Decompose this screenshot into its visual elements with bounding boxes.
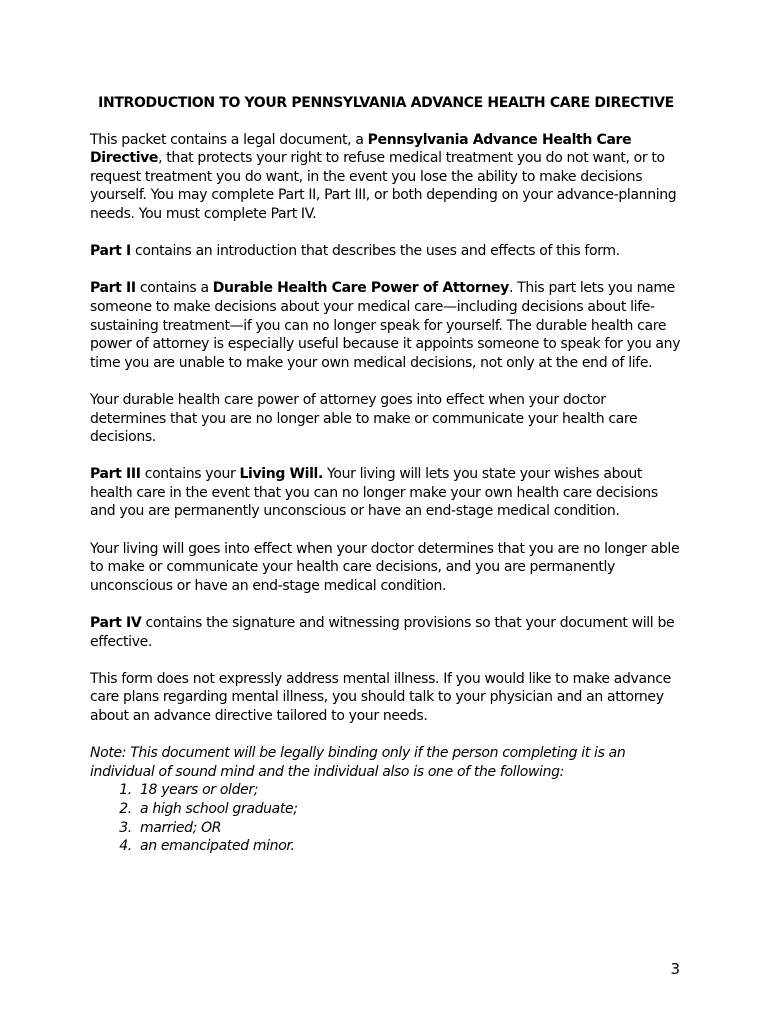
- note-list: [90, 781, 682, 855]
- living-will-effect-paragraph: Your living will goes into effect when your doctor determines that you are no longer able to make or communicate your health care decisions, and you are permanently unconscious or have an end-stage medical condition.: [90, 540, 680, 594]
- list-item: 4. an emancipated minor.: [136, 837, 682, 856]
- part3-label: Part III: [90, 466, 141, 483]
- part1-label: Part I: [90, 243, 131, 260]
- part2-text-1: contains a: [135, 280, 213, 297]
- part4-paragraph: [90, 614, 682, 651]
- list-item: 1. 18 years or older;: [136, 781, 682, 800]
- part2-label: Part II: [90, 280, 136, 297]
- part3-text-2: Your living will lets you state your wishes about health care in the event that you can no longer make your own health care decisions and you are permanently unconscious or have an end-stage medical condition.: [90, 466, 658, 520]
- page-number: 3: [670, 960, 680, 978]
- part2-bold: Durable Health Care Power of Attorney: [212, 280, 509, 297]
- part2-paragraph: [90, 279, 682, 372]
- intro-bold: Pennsylvania Advance Health Care Directive: [90, 131, 632, 167]
- part3-text-1: contains your: [140, 466, 240, 483]
- part4-label: Part IV: [90, 615, 142, 632]
- intro-text-2: , that protects your right to refuse medical treatment you do not want, or to request treatment you do want, in the event you lose the ability to make decisions yourself. You may complete Part II, Part III, or both depending on your advance-planning needs. You must complete Part IV.: [90, 150, 677, 222]
- mental-illness-paragraph: This form does not expressly address mental illness. If you would like to make advance care plans regarding mental illness, you should talk to your physician and an attorney about an advance directive tailored to your needs.: [90, 670, 671, 724]
- document-body: [90, 94, 682, 856]
- part4-text: contains the signature and witnessing provisions so that your document will be effective.: [90, 615, 675, 650]
- intro-paragraph: [90, 131, 682, 224]
- poa-effect-paragraph: Your durable health care power of attorney goes into effect when your doctor determines that you are no longer able to make or communicate your health care decisions.: [90, 391, 638, 446]
- list-item: 3. married; OR: [136, 819, 682, 838]
- list-item: 2. a high school graduate;: [136, 800, 682, 819]
- part1-paragraph: [90, 242, 682, 261]
- part1-text: contains an introduction that describes the uses and effects of this form.: [130, 243, 620, 260]
- part2-text-2: . This part lets you name someone to make decisions about your medical care—including decisions about life-sustaining treatment—if you can no longer speak for yourself. The durable health care power of attorney is especially useful because it appoints someone to speak for you any time you are unable to make your own medical decisions, not only at the end of life.: [90, 280, 681, 371]
- part3-bold: Living Will.: [239, 466, 323, 483]
- page-title: INTRODUCTION TO YOUR PENNSYLVANIA ADVANCE HEALTH CARE DIRECTIVE: [98, 95, 674, 111]
- part3-paragraph: [90, 465, 682, 521]
- note-paragraph: Note: This document will be legally binding only if the person completing it is an individual of sound mind and the individual also is one of the following:: [90, 745, 626, 780]
- intro-text-1: This packet contains a legal document, a: [90, 131, 368, 148]
